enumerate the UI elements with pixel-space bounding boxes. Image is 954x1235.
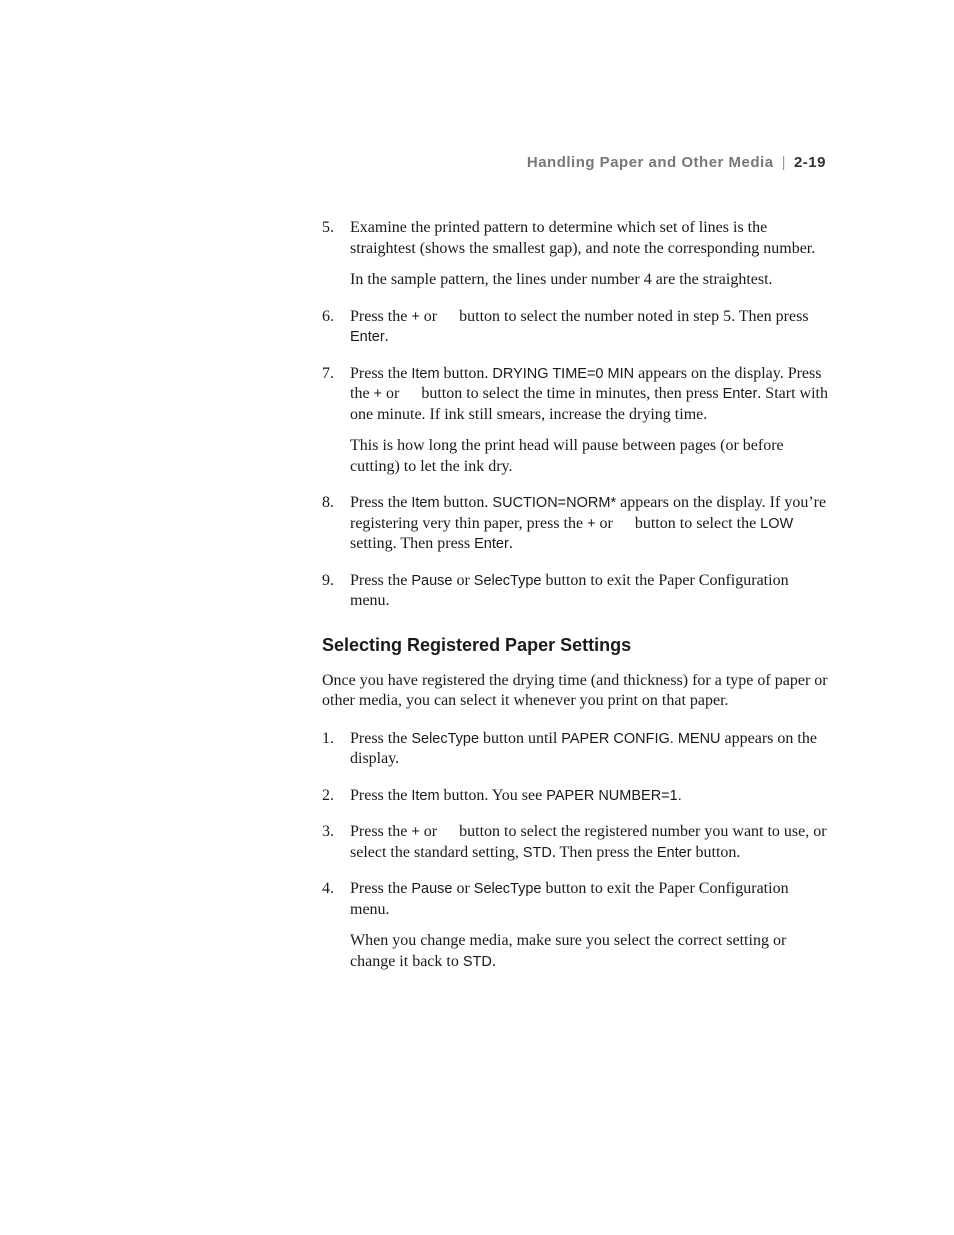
step-item <box>322 571 828 612</box>
step-item <box>322 879 828 972</box>
text-run: or <box>382 385 404 402</box>
control-label: + <box>411 824 420 840</box>
text-run: In the sample pattern, the lines under number 4 are the straightest. <box>350 271 773 288</box>
text-run: Press the <box>350 307 412 325</box>
text-run: button until <box>479 729 562 747</box>
step-text <box>350 822 828 863</box>
control-label: Enter <box>722 386 758 402</box>
step-number: 7. <box>322 364 334 382</box>
text-run: or <box>419 823 442 840</box>
control-label: Pause <box>411 572 453 589</box>
control-label: PAPER CONFIG. MENU <box>561 730 721 747</box>
section-heading: Selecting Registered Paper Settings <box>322 634 632 655</box>
step-item <box>322 786 828 807</box>
intro-paragraph: Once you have registered the drying time (and thickness) for a type of paper or other media, you can select it whenever you print on that paper. <box>322 671 828 709</box>
step-text <box>350 729 828 770</box>
step-number: 3. <box>322 823 334 840</box>
text-run: or <box>419 307 442 325</box>
text-run: Examine the printed pattern to determine which set of lines is the straightest (shows the smallest gap), and note the corresponding number. <box>350 219 816 257</box>
control-label: SUCTION=NORM* <box>492 495 617 511</box>
control-label: Item <box>411 787 440 804</box>
text-run: . Then press the <box>551 843 657 861</box>
step-number: 9. <box>322 571 334 589</box>
step-number: 5. <box>322 219 334 236</box>
control-label: Item <box>411 365 440 382</box>
step-note <box>350 270 828 291</box>
step-item <box>322 822 828 863</box>
step-item <box>322 493 828 555</box>
step-number: 6. <box>322 307 334 325</box>
step-number: 8. <box>322 494 334 511</box>
text-run: button. <box>439 364 493 382</box>
step-text <box>350 493 828 555</box>
text-run: button to select the number noted in step 5. Then press <box>455 307 809 325</box>
text-run: appears on the display. Press the <box>350 364 822 402</box>
text-run: or <box>595 514 617 532</box>
control-label: SelecType <box>473 881 542 897</box>
text-run: setting. Then press <box>350 535 475 552</box>
text-run: button to exit the Paper Configuration menu. <box>350 571 789 609</box>
text-run: button to select the time in minutes, then press <box>417 385 723 402</box>
step-note <box>350 436 828 477</box>
step-text <box>350 307 828 348</box>
control-label: PAPER NUMBER=1. <box>546 787 682 804</box>
control-label: LOW <box>760 515 794 532</box>
text-run: . Start with one minute. If ink still smears, increase the drying time. <box>350 385 828 423</box>
text-run: or <box>452 880 474 897</box>
step-number: 2. <box>322 786 334 804</box>
step-item <box>322 364 828 478</box>
text-run: Press the <box>350 571 412 589</box>
text-run: button. <box>691 843 741 861</box>
text-run: When you change media, make sure you select the correct setting or change it back to <box>350 932 787 970</box>
running-head <box>527 154 826 171</box>
text-run: Press the <box>350 494 412 511</box>
text-run: appears on the display. <box>350 729 817 767</box>
control-label: Enter <box>474 536 509 552</box>
step-item <box>322 729 828 770</box>
control-label: Item <box>411 495 440 511</box>
control-label: Enter <box>656 844 692 861</box>
steps-list-selecting <box>322 729 828 973</box>
text-run: . <box>491 952 496 970</box>
text-run: button to exit the Paper Configuration menu. <box>350 880 789 918</box>
step-text <box>350 218 828 259</box>
text-run: This is how long the print head will pause between pages (or before cutting) to let the ink dry. <box>350 437 784 475</box>
text-run: Press the <box>350 823 412 840</box>
step-item <box>322 218 828 291</box>
text-run: Press the <box>350 729 412 747</box>
step-text <box>350 879 828 920</box>
steps-list-alignment <box>322 218 828 612</box>
control-label: Enter <box>350 329 385 345</box>
text-run: . <box>384 328 389 345</box>
text-run: button. <box>439 494 493 511</box>
text-run: button to select the registered number you want to use, or select the standard setting, <box>350 823 827 861</box>
text-run: button to select the <box>630 514 761 532</box>
page-number: 2-19 <box>793 154 826 171</box>
section-name: Handling Paper and Other Media <box>526 154 774 171</box>
step-number: 4. <box>322 880 334 897</box>
control-label: SelecType <box>473 572 542 589</box>
step-item <box>322 307 828 348</box>
control-label: STD <box>522 844 552 861</box>
control-label: SelecType <box>411 730 480 747</box>
text-run: or <box>452 571 474 589</box>
step-number: 1. <box>322 729 334 747</box>
header-separator: | <box>781 154 786 171</box>
text-run: Press the <box>350 364 412 382</box>
control-label: STD <box>462 953 492 970</box>
step-note <box>350 931 828 972</box>
step-text <box>350 571 828 612</box>
control-label: + <box>411 308 420 325</box>
text-run: Press the <box>350 786 412 804</box>
control-label: + <box>587 515 596 532</box>
step-text <box>350 364 828 426</box>
control-label: Pause <box>411 881 453 897</box>
control-label: + <box>373 386 383 402</box>
step-text <box>350 786 828 807</box>
control-label: DRYING TIME=0 MIN <box>492 365 635 382</box>
text-run: . <box>508 535 513 552</box>
text-run: button. You see <box>439 786 547 804</box>
text-run: appears on the display. If you’re registering very thin paper, press the <box>350 494 827 532</box>
page-content <box>322 218 828 988</box>
text-run: Press the <box>350 880 412 897</box>
